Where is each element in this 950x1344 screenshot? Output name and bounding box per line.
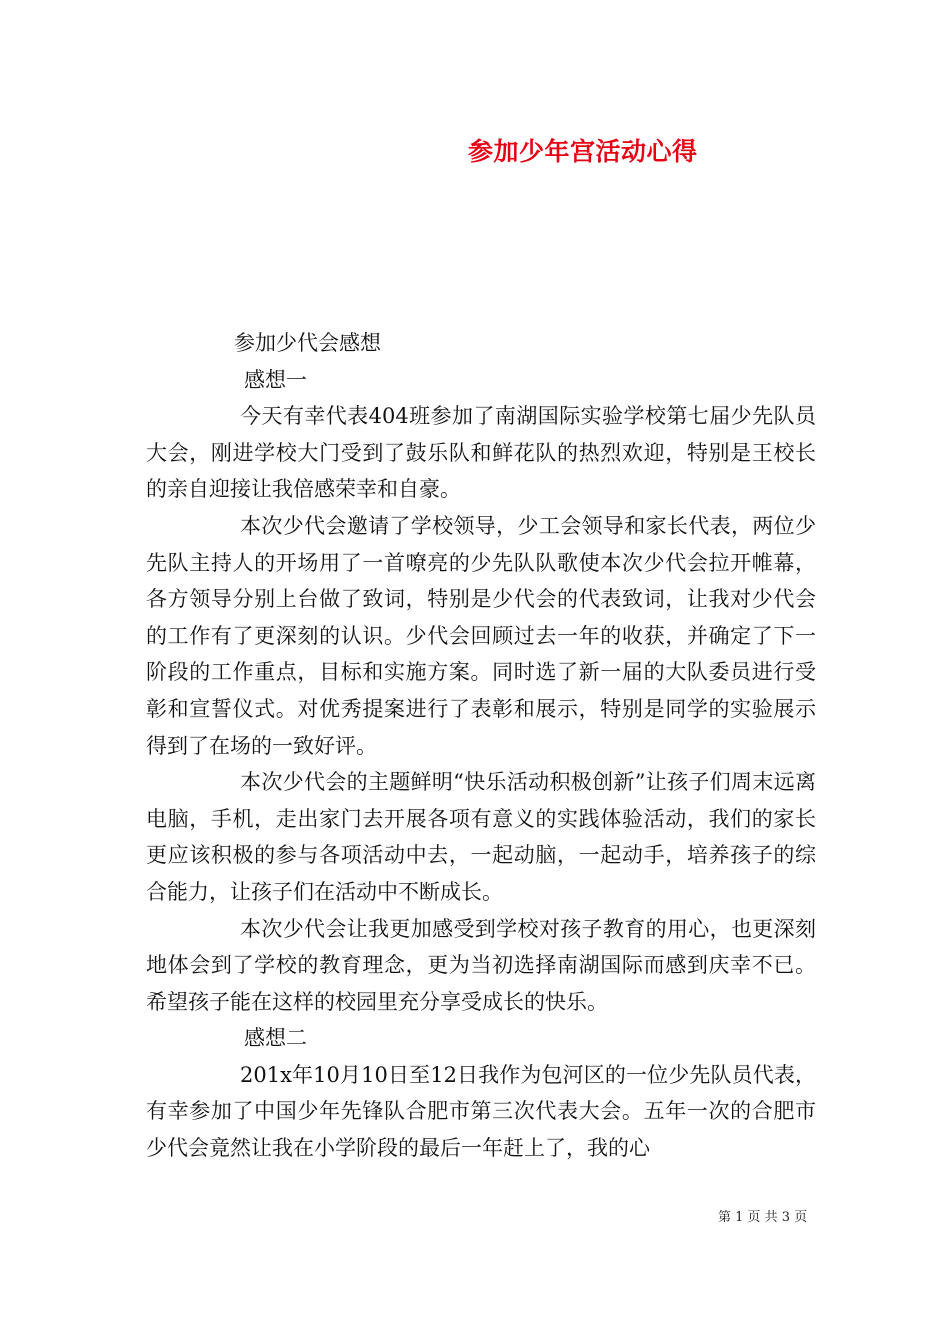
- essay-heading: 参加少代会感想: [234, 331, 381, 355]
- paragraph: 本次少代会让我更加感受到学校对孩子教育的用心，也更深刻地体会到了学校的教育理念，更为当初选择南湖国际而感到庆幸不已。希望孩子能在这样的校园里充分享受成长的快乐。: [146, 916, 816, 1014]
- page-footer: 第 1 页 共 3 页: [718, 1210, 808, 1225]
- section-label-1: 感想一: [244, 367, 307, 392]
- paragraph: 本次少代会邀请了学校领导，少工会领导和家长代表，两位少先队主持人的开场用了一首嘹亮的少先队队歌使本次少代会拉开帷幕，各方领导分别上台做了致词，特别是少代会的代表致词，让我对少代会的工作有了更深刻的认识。少代会回顾过去一年的收获，并确定了下一阶段的工作重点，目标和实施方案。同时选了新一届的大队委员进行受彰和宣誓仪式。对优秀提案进行了表彰和展示，特别是同学的实验展示得到了在场的一致好评。: [146, 513, 816, 758]
- section-label-2: 感想二: [244, 1026, 307, 1051]
- paragraph: 201x年10月10日至12日我作为包河区的一位少先队员代表，有幸参加了中国少年先锋队合肥市第三次代表大会。五年一次的合肥市少代会竟然让我在小学阶段的最后一年赶上了，我的心: [146, 1062, 816, 1161]
- paragraph: 今天有幸代表404班参加了南湖国际实验学校第七届少先队员大会，刚进学校大门受到了鼓乐队和鲜花队的热烈欢迎，特别是王校长的亲自迎接让我倍感荣幸和自豪。: [146, 404, 816, 502]
- document-body: [146, 325, 816, 1167]
- document-title: 参加少年宫活动心得: [468, 137, 698, 166]
- paragraph: 本次少代会的主题鲜明“快乐活动积极创新”让孩子们周末远离电脑，手机，走出家门去开展各项有意义的实践体验活动，我们的家长更应该积极的参与各项活动中去，一起动脑，一起动手，培养孩子的综合能力，让孩子们在活动中不断成长。: [146, 770, 816, 904]
